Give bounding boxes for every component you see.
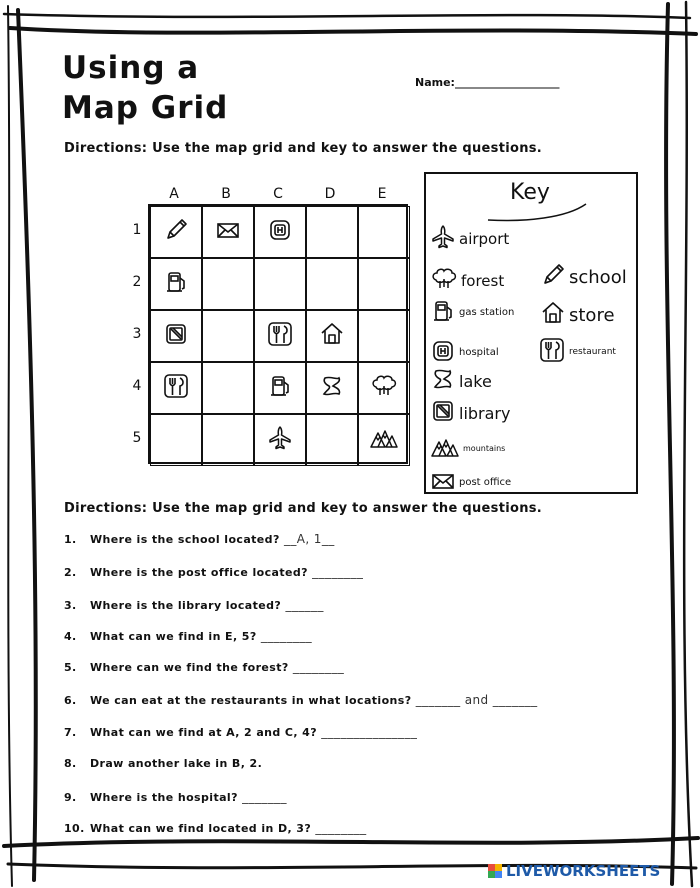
airport-icon [267, 425, 293, 455]
question-text: Where is the library located? [90, 599, 286, 612]
grid-cell-A3[interactable] [150, 310, 202, 362]
liveworksheets-logo[interactable] [488, 862, 660, 880]
answer-blank[interactable]: __A, 1__ [283, 532, 335, 546]
grid-cell-B4[interactable] [202, 362, 254, 414]
key-item-hospital [430, 338, 499, 367]
key-item-store [540, 300, 615, 331]
key-label: gas station [459, 307, 515, 318]
answer-blank[interactable]: ________ [312, 565, 364, 579]
question-text: Draw another lake in B, 2. [90, 757, 263, 770]
key-swoosh [486, 200, 590, 224]
grid-cell-C3[interactable] [254, 310, 306, 362]
question [64, 757, 262, 770]
directions-bottom: Directions: Use the map grid and key to answer the questions. [64, 501, 543, 516]
answer-blank[interactable]: ________ [315, 821, 367, 835]
key-label: lake [459, 371, 492, 391]
map-grid [148, 204, 408, 464]
question-text: What can we find in E, 5? [90, 630, 261, 643]
grid-cell-D4[interactable] [306, 362, 358, 414]
key-item-school [540, 262, 627, 293]
grid-cell-B2[interactable] [202, 258, 254, 310]
gas-station-icon [267, 373, 293, 403]
key-title: Key [510, 180, 550, 205]
school-icon [540, 262, 566, 293]
row-label: 2 [132, 274, 142, 290]
restaurant-icon [538, 336, 566, 367]
key-label: forest [461, 272, 505, 290]
answer-blank[interactable]: ______ [285, 598, 324, 612]
column-label: B [221, 186, 231, 202]
question-text: Where is the school located? [90, 533, 284, 546]
question [64, 693, 538, 707]
question [64, 565, 363, 579]
title-line-1: Using a [62, 50, 200, 86]
grid-cell-C5[interactable] [254, 414, 306, 466]
column-label: C [273, 186, 283, 202]
question [64, 790, 287, 804]
grid-cell-D2[interactable] [306, 258, 358, 310]
key-label: library [459, 403, 511, 423]
restaurant-icon [266, 320, 294, 352]
key-label: mountains [463, 443, 506, 453]
grid-cell-A5[interactable] [150, 414, 202, 466]
grid-cell-C2[interactable] [254, 258, 306, 310]
question-text: We can eat at the restaurants in what locations? [90, 694, 416, 707]
row-label: 5 [132, 430, 142, 446]
mountains-icon [369, 427, 399, 453]
question [64, 598, 324, 612]
grid-cell-E1[interactable] [358, 206, 410, 258]
grid-cell-C4[interactable] [254, 362, 306, 414]
grid-cell-B1[interactable] [202, 206, 254, 258]
row-label: 4 [132, 378, 142, 394]
key-label: post office [459, 477, 512, 488]
forest-icon [370, 373, 398, 403]
row-label: 3 [132, 326, 142, 342]
grid-row-labels [128, 204, 148, 464]
key-item-forest [430, 266, 504, 296]
question [64, 532, 335, 546]
grid-cell-D5[interactable] [306, 414, 358, 466]
question [64, 821, 367, 835]
question-text: Where can we find the forest? [90, 661, 293, 674]
grid-cell-C1[interactable] [254, 206, 306, 258]
key-label: school [569, 267, 627, 288]
answer-blank[interactable]: _______ [242, 790, 287, 804]
key-label: hospital [459, 347, 499, 358]
key-item-lake [430, 366, 492, 396]
question [64, 725, 417, 739]
directions-top: Directions: Use the map grid and key to answer the questions. [64, 141, 543, 156]
hospital-icon [267, 217, 293, 247]
grid-cell-D3[interactable] [306, 310, 358, 362]
key-item-gas-station [430, 298, 514, 327]
brand-name: LIVEWORKSHEETS [506, 862, 661, 880]
answer-blank[interactable]: _______ and _______ [415, 693, 538, 707]
grid-column-labels [148, 186, 408, 202]
answer-blank[interactable]: _______________ [321, 725, 418, 739]
key-item-mountains [430, 436, 505, 460]
worksheet-title [62, 48, 228, 128]
question-number: 6. [64, 694, 77, 707]
answer-blank[interactable]: ________ [292, 660, 345, 674]
grid-cell-B5[interactable] [202, 414, 254, 466]
store-icon [319, 321, 345, 351]
lake-icon [430, 366, 456, 396]
question-number: 7. [64, 726, 77, 739]
mountains-icon [430, 436, 460, 460]
store-icon [540, 300, 566, 331]
grid-cell-B3[interactable] [202, 310, 254, 362]
question-text: What can we find located in D, 3? [90, 822, 316, 835]
question-number: 3. [64, 599, 77, 612]
key-item-library [430, 398, 510, 428]
key-label: airport [459, 230, 510, 248]
name-field[interactable]: Name:___________________ [415, 76, 560, 89]
answer-blank[interactable]: ________ [260, 629, 313, 643]
post-office-icon [215, 217, 241, 247]
grid-cell-E4[interactable] [358, 362, 410, 414]
column-label: D [324, 186, 336, 202]
grid-cell-A4[interactable] [150, 362, 202, 414]
hospital-icon [430, 338, 456, 367]
forest-icon [430, 266, 458, 296]
key-item-post-office [430, 468, 511, 497]
lake-icon [319, 373, 345, 403]
airport-icon [430, 224, 456, 254]
grid-cell-E5[interactable] [358, 414, 410, 466]
row-label: 1 [132, 222, 142, 238]
grid-cell-A1[interactable] [150, 206, 202, 258]
question [64, 660, 344, 674]
grid-cell-E3[interactable] [358, 310, 410, 362]
post-office-icon [430, 468, 456, 497]
column-label: A [169, 186, 179, 202]
question-number: 1. [64, 533, 77, 546]
key-item-restaurant [538, 336, 616, 367]
grid-cell-E2[interactable] [358, 258, 410, 310]
question [64, 629, 312, 643]
question-number: 5. [64, 661, 77, 674]
title-line-2: Map Grid [62, 90, 229, 126]
restaurant-icon [162, 372, 190, 404]
key-item-airport [430, 224, 509, 254]
key-label: restaurant [569, 346, 616, 357]
question-number: 4. [64, 630, 77, 643]
question-text: Where is the post office located? [90, 566, 313, 579]
library-icon [163, 321, 189, 351]
gas-station-icon [163, 269, 189, 299]
question-text: Where is the hospital? [90, 791, 243, 804]
question-number: 10. [64, 822, 85, 835]
question-text: What can we find at A, 2 and C, 4? [90, 726, 322, 739]
key-label: store [569, 305, 615, 326]
library-icon [430, 398, 456, 428]
grid-cell-A2[interactable] [150, 258, 202, 310]
question-number: 8. [64, 757, 77, 770]
brand-icon [488, 864, 502, 878]
column-label: E [377, 186, 387, 202]
grid-cell-D1[interactable] [306, 206, 358, 258]
gas-station-icon [430, 298, 456, 327]
school-icon [163, 217, 189, 247]
question-number: 9. [64, 791, 77, 804]
question-number: 2. [64, 566, 77, 579]
